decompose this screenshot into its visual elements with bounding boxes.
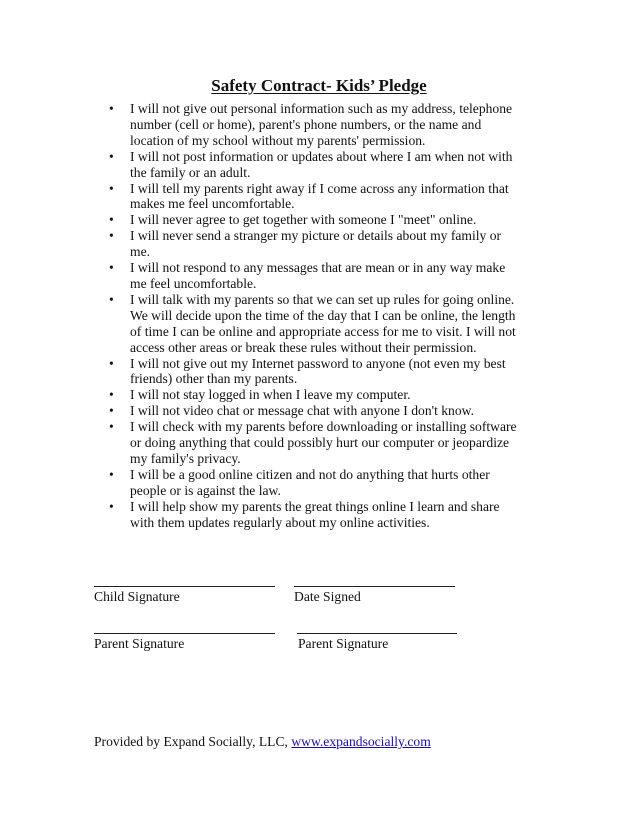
date-signed-line[interactable] <box>294 586 455 587</box>
pledge-line: makes me feel uncomfortable. <box>130 196 295 212</box>
parent-signature-line-1[interactable] <box>94 633 275 634</box>
pledge-line: me. <box>130 244 151 260</box>
pledge-item <box>130 149 570 181</box>
child-signature-label: Child Signature <box>94 589 180 604</box>
pledge-line: I will be a good online citizen and not do anything that hurts other <box>130 466 490 482</box>
pledge-line: with them updates regularly about my online activities. <box>130 514 430 530</box>
pledge-item <box>130 499 570 531</box>
pledge-item <box>130 419 570 467</box>
pledge-item <box>130 387 570 403</box>
pledge-line: I will not video chat or message chat with anyone I don't know. <box>130 403 474 419</box>
pledge-line: or doing anything that could possibly hurt our computer or jeopardize <box>130 435 510 451</box>
pledge-item <box>130 260 570 292</box>
pledge-line: I will help show my parents the great things online I learn and share <box>130 498 500 514</box>
pledge-item <box>130 403 570 419</box>
pledge-line: friends) other than my parents. <box>130 371 298 387</box>
parent-signature-label-2: Parent Signature <box>298 636 389 651</box>
pledge-line: of time I can be online and appropriate access for me to visit. I will not <box>130 323 516 339</box>
parent-signature-label-1: Parent Signature <box>94 636 185 651</box>
pledge-line: I will not give out personal information such as my address, telephone <box>130 101 513 116</box>
pledge-line: I will not stay logged in when I leave my computer. <box>130 387 411 403</box>
pledge-line: I will never agree to get together with someone I "meet" online. <box>130 212 477 228</box>
pledge-item <box>130 467 570 499</box>
pledge-line: I will not give out my Internet password to anyone (not even my best <box>130 355 506 371</box>
pledge-line: I will not post information or updates about where I am when not with <box>130 148 513 164</box>
footer-provided-by: Provided by Expand Socially, LLC, <box>94 734 292 749</box>
pledge-line: We will decide upon the time of the day that I can be online, the length <box>130 307 516 323</box>
document-title: Safety Contract- Kids’ Pledge <box>211 76 427 95</box>
pledge-line: I will tell my parents right away if I come across any information that <box>130 180 509 196</box>
pledge-line: people or is against the law. <box>130 482 281 498</box>
pledge-line: the family or an adult. <box>130 164 251 180</box>
pledge-item <box>130 101 570 149</box>
pledge-line: access other areas or break these rules without their permission. <box>130 339 477 355</box>
pledge-line: my family's privacy. <box>130 450 241 466</box>
pledge-line: location of my school without my parents' permission. <box>130 132 426 148</box>
parent-signature-line-2[interactable] <box>297 633 457 634</box>
pledge-line: I will talk with my parents so that we can set up rules for going online. <box>130 291 515 307</box>
pledge-line: I will never send a stranger my picture or details about my family or <box>130 228 502 244</box>
pledge-item <box>130 181 570 213</box>
child-signature-line[interactable] <box>94 586 275 587</box>
date-signed-label: Date Signed <box>294 589 361 604</box>
pledge-list <box>108 101 570 530</box>
pledge-line: me feel uncomfortable. <box>130 275 257 291</box>
pledge-item <box>130 228 570 260</box>
pledge-item <box>130 356 570 388</box>
footer-credit <box>94 734 431 750</box>
pledge-item <box>130 212 570 228</box>
pledge-item <box>130 292 570 356</box>
footer-website-link[interactable]: www.expandsocially.com <box>291 734 431 749</box>
pledge-line: I will check with my parents before downloading or installing software <box>130 419 517 435</box>
pledge-line: number (cell or home), parent's phone numbers, or the name and <box>130 116 482 132</box>
pledge-line: I will not respond to any messages that are mean or in any way make <box>130 260 506 276</box>
